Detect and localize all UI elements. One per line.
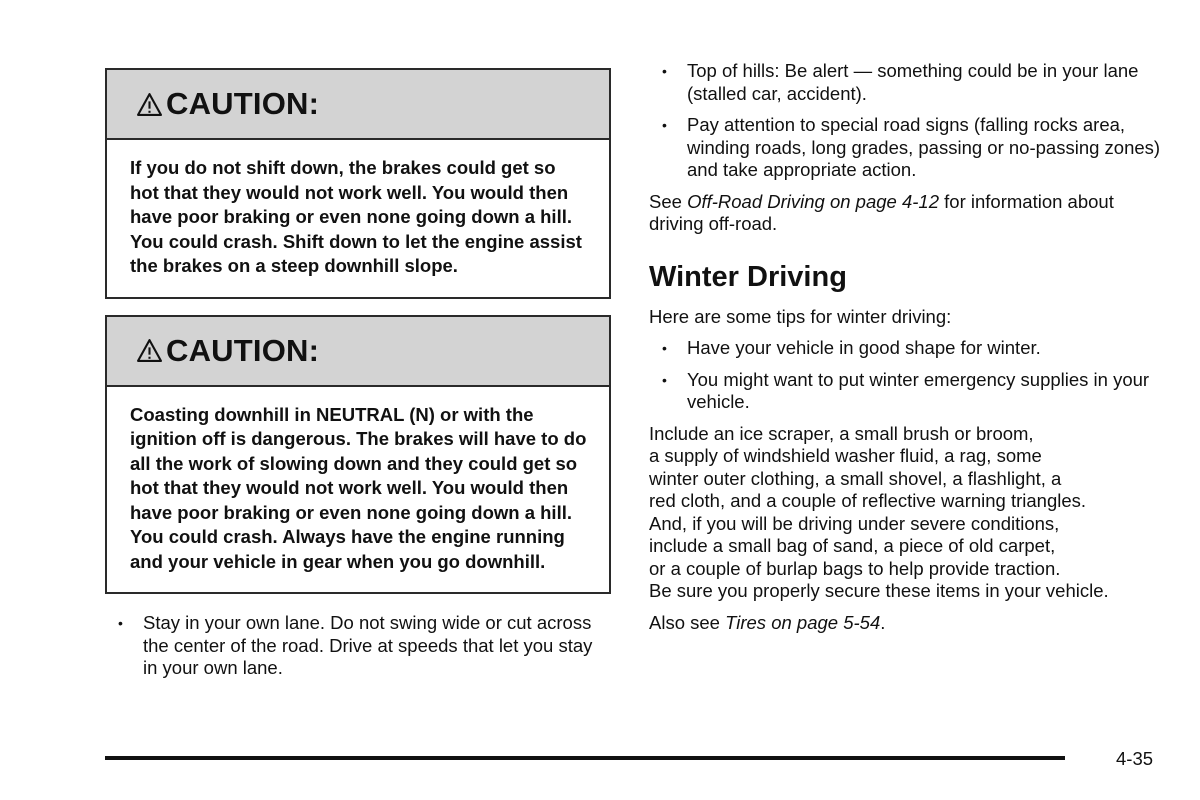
- bullet-icon: •: [662, 371, 667, 388]
- see-also-prefix: Also see: [649, 611, 726, 633]
- caution-title: CAUTION:: [166, 86, 320, 121]
- left-column: [105, 68, 611, 689]
- caution-text: If you do not shift down, the brakes could get so hot that they would not work well. You would then have poor braking or even none going down a hill. You could crash. Shift down to let the engine assist the brakes on a steep downhill slope.: [130, 157, 582, 276]
- list-item: [649, 60, 1169, 105]
- text-line: a supply of windshield washer fluid, a rag, some: [649, 445, 1042, 466]
- text-line: or a couple of burlap bags to help provide traction.: [649, 557, 1061, 579]
- warning-triangle-icon: [137, 338, 162, 363]
- list-item-text: You might want to put winter emergency supplies in your vehicle.: [687, 368, 1150, 412]
- caution-header: [107, 70, 609, 140]
- tires-reference: [649, 612, 1169, 635]
- offroad-prefix: See: [649, 190, 688, 212]
- winter-intro: Here are some tips for winter driving:: [649, 305, 952, 327]
- bullet-icon: •: [662, 117, 667, 133]
- caution-box-1: [105, 68, 611, 299]
- text-line: Include an ice scraper, a small brush or broom,: [649, 422, 1034, 444]
- footer-rule: [105, 756, 1065, 760]
- text-line: And, if you will be driving under severe conditions,: [649, 512, 1060, 534]
- text-line: include a small bag of sand, a piece of old carpet,: [649, 535, 1056, 556]
- list-item-text: Top of hills: Be alert — something could be in your lane (stalled car, accident).: [687, 60, 1139, 104]
- bullet-icon: •: [662, 340, 667, 356]
- list-item: [105, 612, 611, 680]
- lane-bullet-list: [105, 612, 611, 680]
- offroad-link[interactable]: Off-Road Driving on page 4-12: [687, 190, 940, 212]
- caution-box-2: [105, 315, 611, 595]
- hill-bullet-list: [649, 60, 1169, 182]
- offroad-reference: [649, 191, 1169, 236]
- winter-bullet-list: [649, 337, 1169, 414]
- list-item: [649, 114, 1169, 182]
- bullet-icon: •: [118, 615, 123, 631]
- list-item: [649, 369, 1169, 414]
- list-item-text: Have your vehicle in good shape for winter.: [687, 337, 1041, 358]
- section-heading: Winter Driving: [649, 260, 847, 293]
- caution-title: CAUTION:: [166, 332, 320, 368]
- right-column: [649, 60, 1169, 643]
- offroad-suffix: for information about driving off-road.: [649, 190, 1114, 234]
- warning-triangle-icon: [137, 92, 162, 117]
- tires-link[interactable]: Tires on page 5-54: [725, 611, 881, 633]
- text-line: Be sure you properly secure these items in your vehicle.: [649, 580, 1109, 601]
- winter-supplies-paragraph: [649, 423, 1169, 603]
- caution-text: Coasting downhill in NEUTRAL (N) or with the ignition off is dangerous. The brakes will have to do all the work of slowing down and they could get so hot that they would not work well. You would then have poor braking or even none going down a hill. You could crash. Always have the engine running and your vehicle in gear when you go downhill.: [130, 403, 587, 572]
- list-item-text: Pay attention to special road signs (falling rocks area, winding roads, long grades, passing or no-passing zones) and take appropriate action.: [687, 114, 1161, 180]
- text-line: red cloth, and a couple of reflective warning triangles.: [649, 490, 1087, 511]
- list-item-text: Stay in your own lane. Do not swing wide or cut across the center of the road. Drive at speeds that let you stay in your own lane.: [143, 612, 593, 678]
- text-line: winter outer clothing, a small shovel, a flashlight, a: [649, 467, 1062, 489]
- page-number: 4-35: [1116, 748, 1154, 769]
- list-item: [649, 337, 1169, 360]
- bullet-icon: •: [662, 63, 667, 79]
- caution-header: [107, 317, 609, 387]
- see-also-suffix: .: [880, 611, 886, 633]
